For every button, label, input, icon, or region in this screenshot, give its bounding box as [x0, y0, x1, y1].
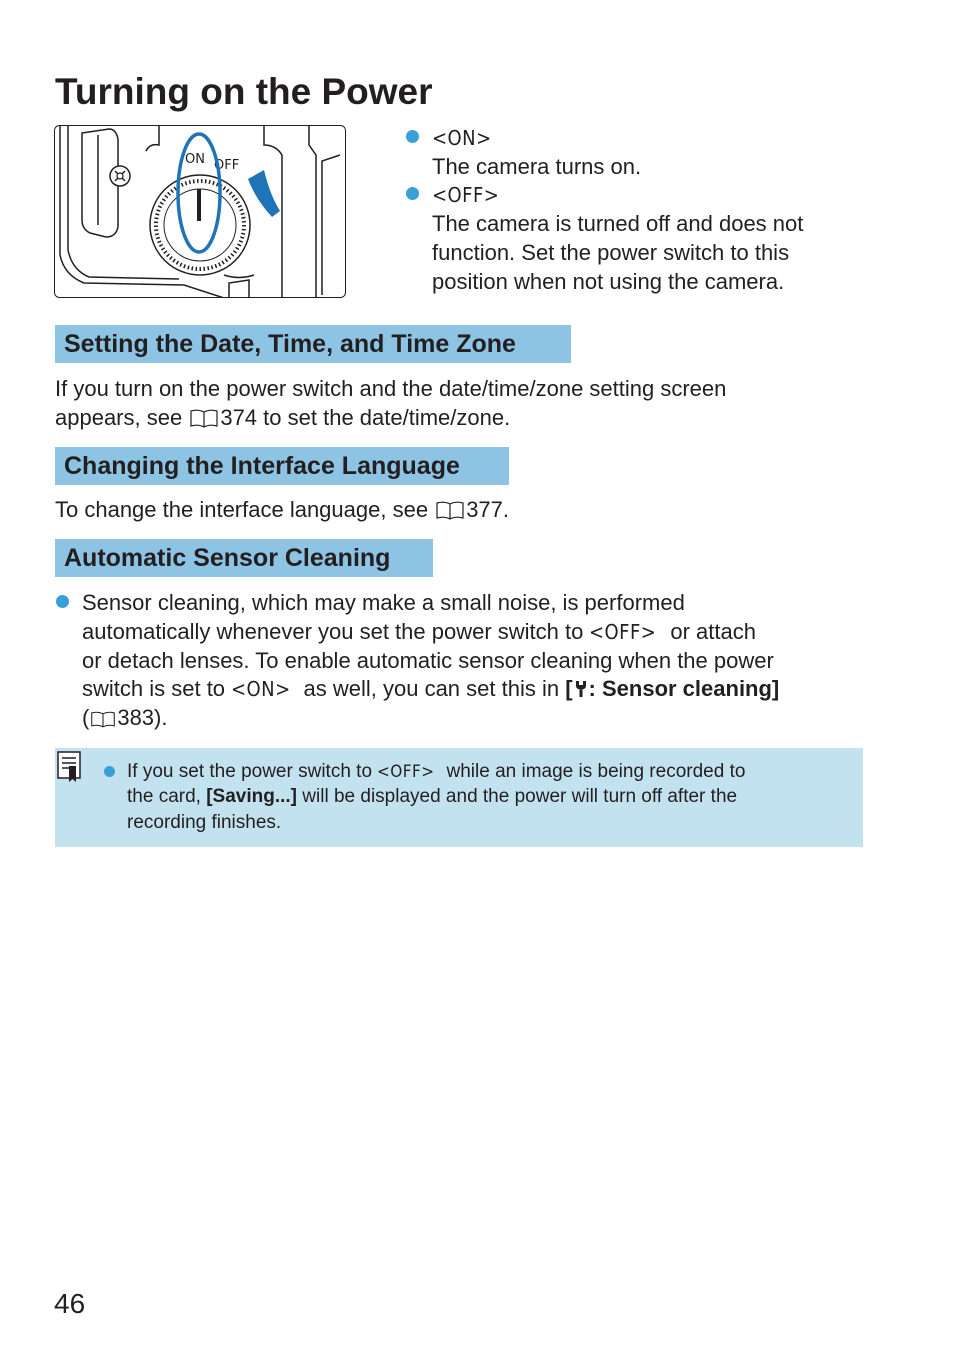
page-reference-icon[interactable] — [435, 500, 465, 520]
off-description-line: The camera is turned off and does not — [432, 211, 804, 236]
date-page-link[interactable]: 374 — [220, 405, 258, 430]
off-description-line: function. Set the power switch to this — [432, 240, 790, 265]
on-tag: <ON> — [432, 126, 492, 150]
menu-label: : Sensor cleaning] — [588, 676, 780, 701]
bullet-icon — [406, 187, 419, 200]
page-number: 46 — [54, 1288, 86, 1319]
memo-icon — [57, 751, 81, 783]
off-description-line: position when not using the camera. — [432, 269, 785, 294]
switch-lever — [197, 189, 201, 221]
cleaning-page-link[interactable]: 383). — [117, 705, 168, 730]
saving-message: [Saving...] — [206, 786, 298, 807]
page-title: Turning on the Power — [55, 71, 433, 112]
note-line: recording finishes. — [127, 812, 282, 833]
bullet-icon — [56, 595, 69, 608]
cleaning-line — [82, 703, 167, 732]
off-tag: <OFF> — [589, 620, 657, 644]
power-switch-diagram — [54, 125, 346, 298]
cleaning-line — [82, 674, 779, 704]
on-description: The camera turns on. — [432, 154, 642, 179]
note-text: the card, — [127, 786, 201, 807]
cleaning-text: or attach — [670, 619, 756, 644]
menu-reference — [565, 676, 779, 701]
note-line — [127, 759, 745, 785]
page-reference-icon[interactable] — [90, 710, 116, 728]
language-page-link[interactable]: 377. — [466, 497, 510, 522]
wrench-icon — [575, 680, 587, 698]
bullet-icon — [406, 130, 419, 143]
cleaning-line: or detach lenses. To enable automatic sensor cleaning when the power — [82, 648, 774, 673]
lock-release-icon — [110, 166, 130, 186]
date-time-heading: Setting the Date, Time, and Time Zone — [55, 325, 571, 363]
cleaning-text: ( — [82, 705, 90, 730]
cleaning-text: automatically whenever you set the power switch to — [82, 619, 584, 644]
date-paragraph-line — [55, 403, 510, 432]
language-paragraph — [55, 495, 509, 524]
language-heading: Changing the Interface Language — [55, 447, 509, 485]
note-text: If you set the power switch to — [127, 761, 373, 782]
off-tag: <OFF> — [432, 183, 500, 207]
cleaning-line — [82, 617, 756, 647]
bullet-icon — [104, 766, 115, 777]
diagram-off-label: OFF — [214, 158, 240, 173]
note-line — [127, 784, 737, 810]
page-reference-icon[interactable] — [189, 408, 219, 428]
diagram-on-label: ON — [185, 152, 205, 167]
note-text: while an image is being recorded to — [446, 761, 746, 782]
date-paragraph-line: If you turn on the power switch and the date/time/zone setting screen — [55, 376, 727, 401]
cleaning-text: switch is set to — [82, 676, 226, 701]
menu-bracket: [ — [565, 676, 573, 701]
date-text-pre: appears, see — [55, 405, 183, 430]
note-text: will be displayed and the power will turn off after the — [302, 786, 738, 807]
cleaning-line: Sensor cleaning, which may make a small noise, is performed — [82, 590, 685, 615]
off-tag: <OFF> — [377, 762, 435, 782]
date-text-post: to set the date/time/zone. — [263, 405, 511, 430]
sensor-cleaning-heading: Automatic Sensor Cleaning — [55, 539, 433, 577]
cleaning-text: as well, you can set this in — [303, 676, 560, 701]
on-tag: <ON> — [231, 677, 291, 701]
language-text: To change the interface language, see — [55, 497, 429, 522]
